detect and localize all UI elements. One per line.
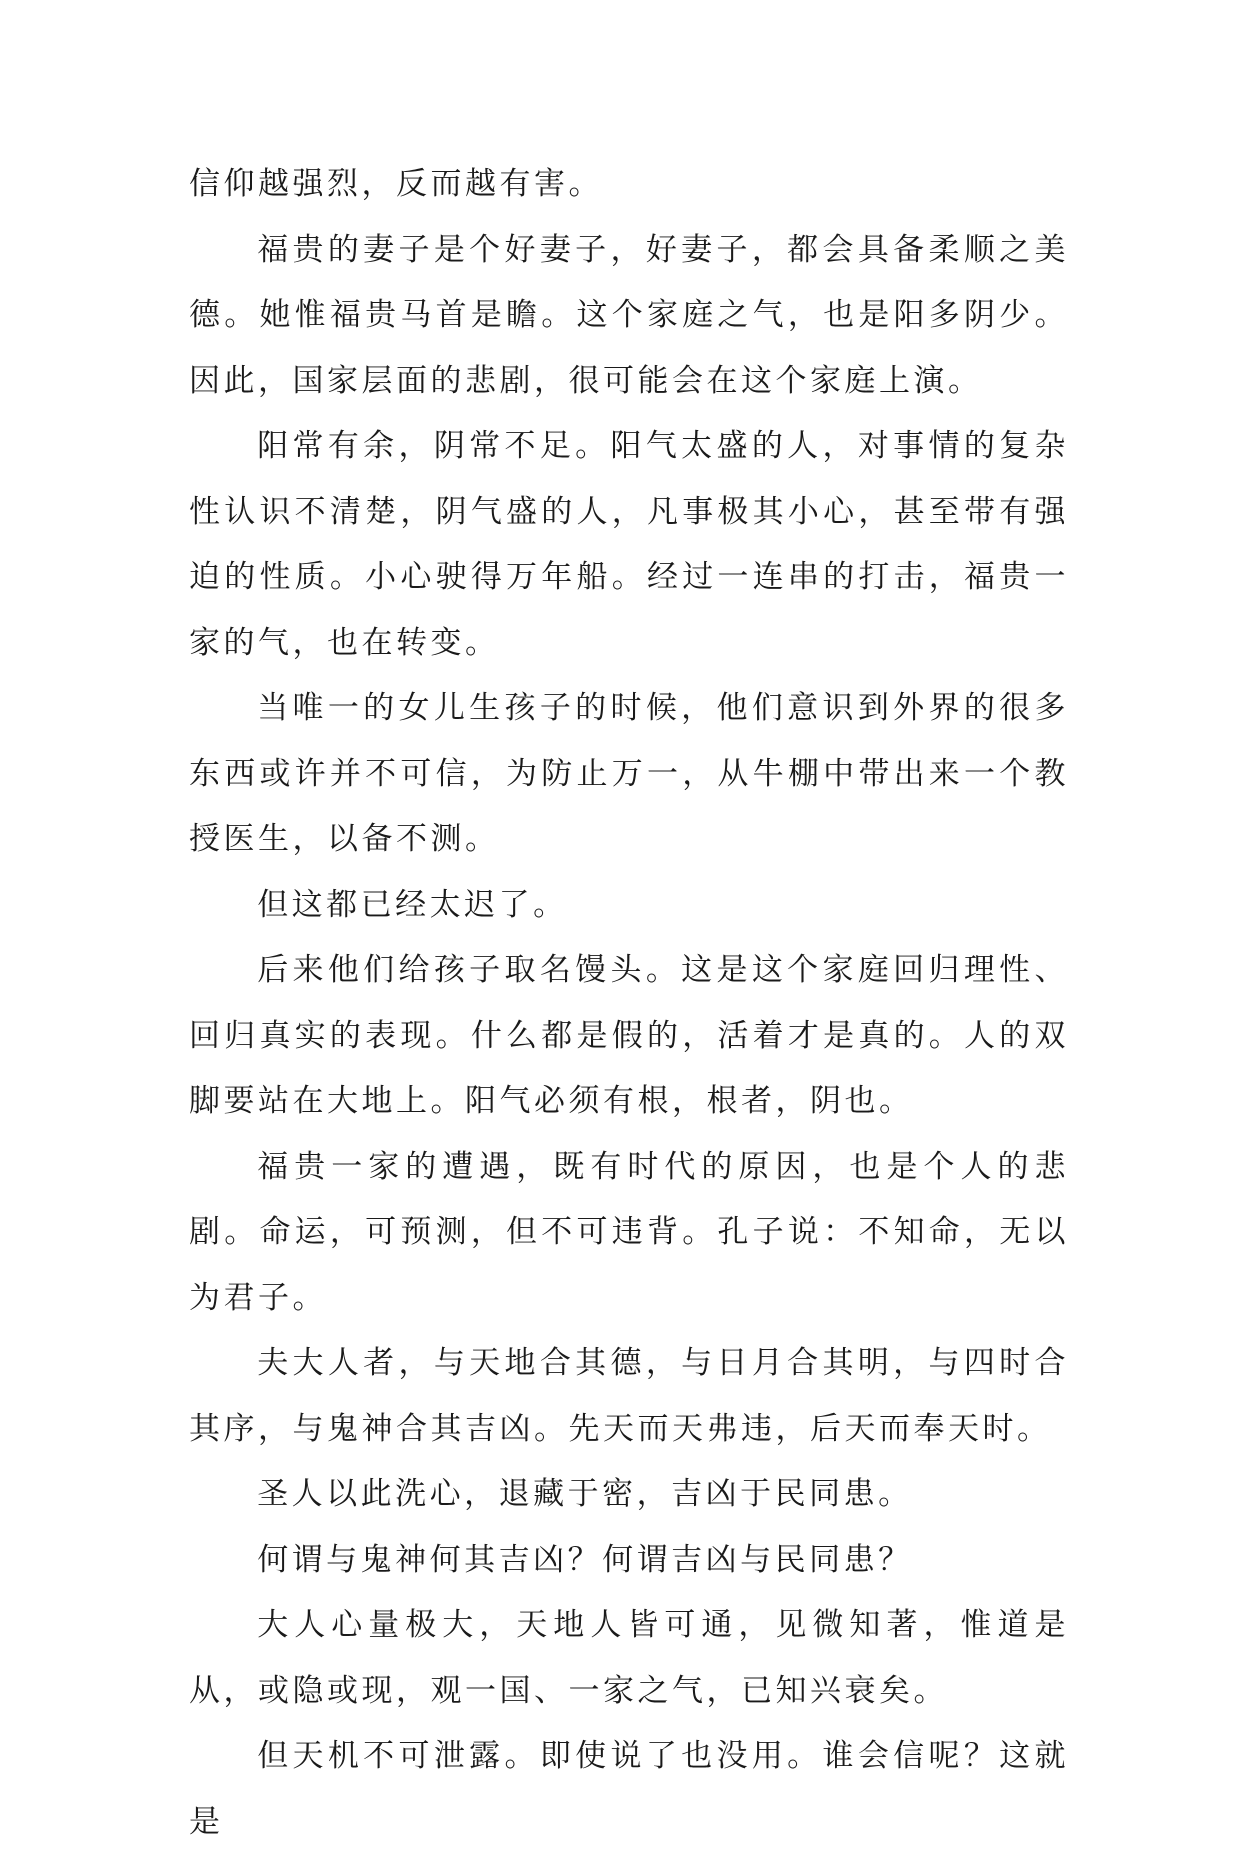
paragraph: 信仰越强烈，反而越有害。 (189, 166, 603, 202)
paragraph: 福贵的妻子是个好妻子，好妻子，都会具备柔顺之美德。她惟福贵马首是瞻。这个家庭之气，也是阳多阴少。因此，国家层面的悲剧，很可能会在这个家庭上演。 (189, 231, 1069, 399)
paragraph: 何谓与鬼神何其吉凶？何谓吉凶与民同患？ (257, 1541, 913, 1578)
paragraph: 阳常有余，阴常不足。阳气太盛的人，对事情的复杂性认识不清楚，阴气盛的人，凡事极其小心，甚至带有强迫的性质。小心驶得万年船。经过一连串的打击，福贵一家的气，也在转变。 (189, 428, 1069, 661)
paragraph: 福贵一家的遭遇，既有时代的原因，也是个人的悲剧。命运，可预测，但不可违背。孔子说：不知命，无以为君子。 (189, 1148, 1069, 1316)
paragraph: 但这都已经太迟了。 (257, 886, 568, 923)
paragraph: 夫大人者，与天地合其德，与日月合其明，与四时合其序，与鬼神合其吉凶。先天而天弗违，后天而奉天时。 (189, 1345, 1069, 1447)
paragraph: 但天机不可泄露。即使说了也没用。谁会信呢？这就是 (189, 1738, 1069, 1840)
body-text (189, 152, 1069, 1855)
paragraph: 圣人以此洗心，退藏于密，吉凶于民同患。 (257, 1476, 913, 1512)
paragraph: 大人心量极大，天地人皆可通，见微知著，惟道是从，或隐或现，观一国、一家之气，已知兴衰矣。 (189, 1607, 1069, 1709)
paragraph: 后来他们给孩子取名馒头。这是这个家庭回归理性、回归真实的表现。什么都是假的，活着才是真的。人的双脚要站在大地上。阳气必须有根，根者，阴也。 (189, 952, 1069, 1119)
paragraph: 当唯一的女儿生孩子的时候，他们意识到外界的很多东西或许并不可信，为防止万一，从牛棚中带出来一个教授医生，以备不测。 (189, 690, 1069, 857)
